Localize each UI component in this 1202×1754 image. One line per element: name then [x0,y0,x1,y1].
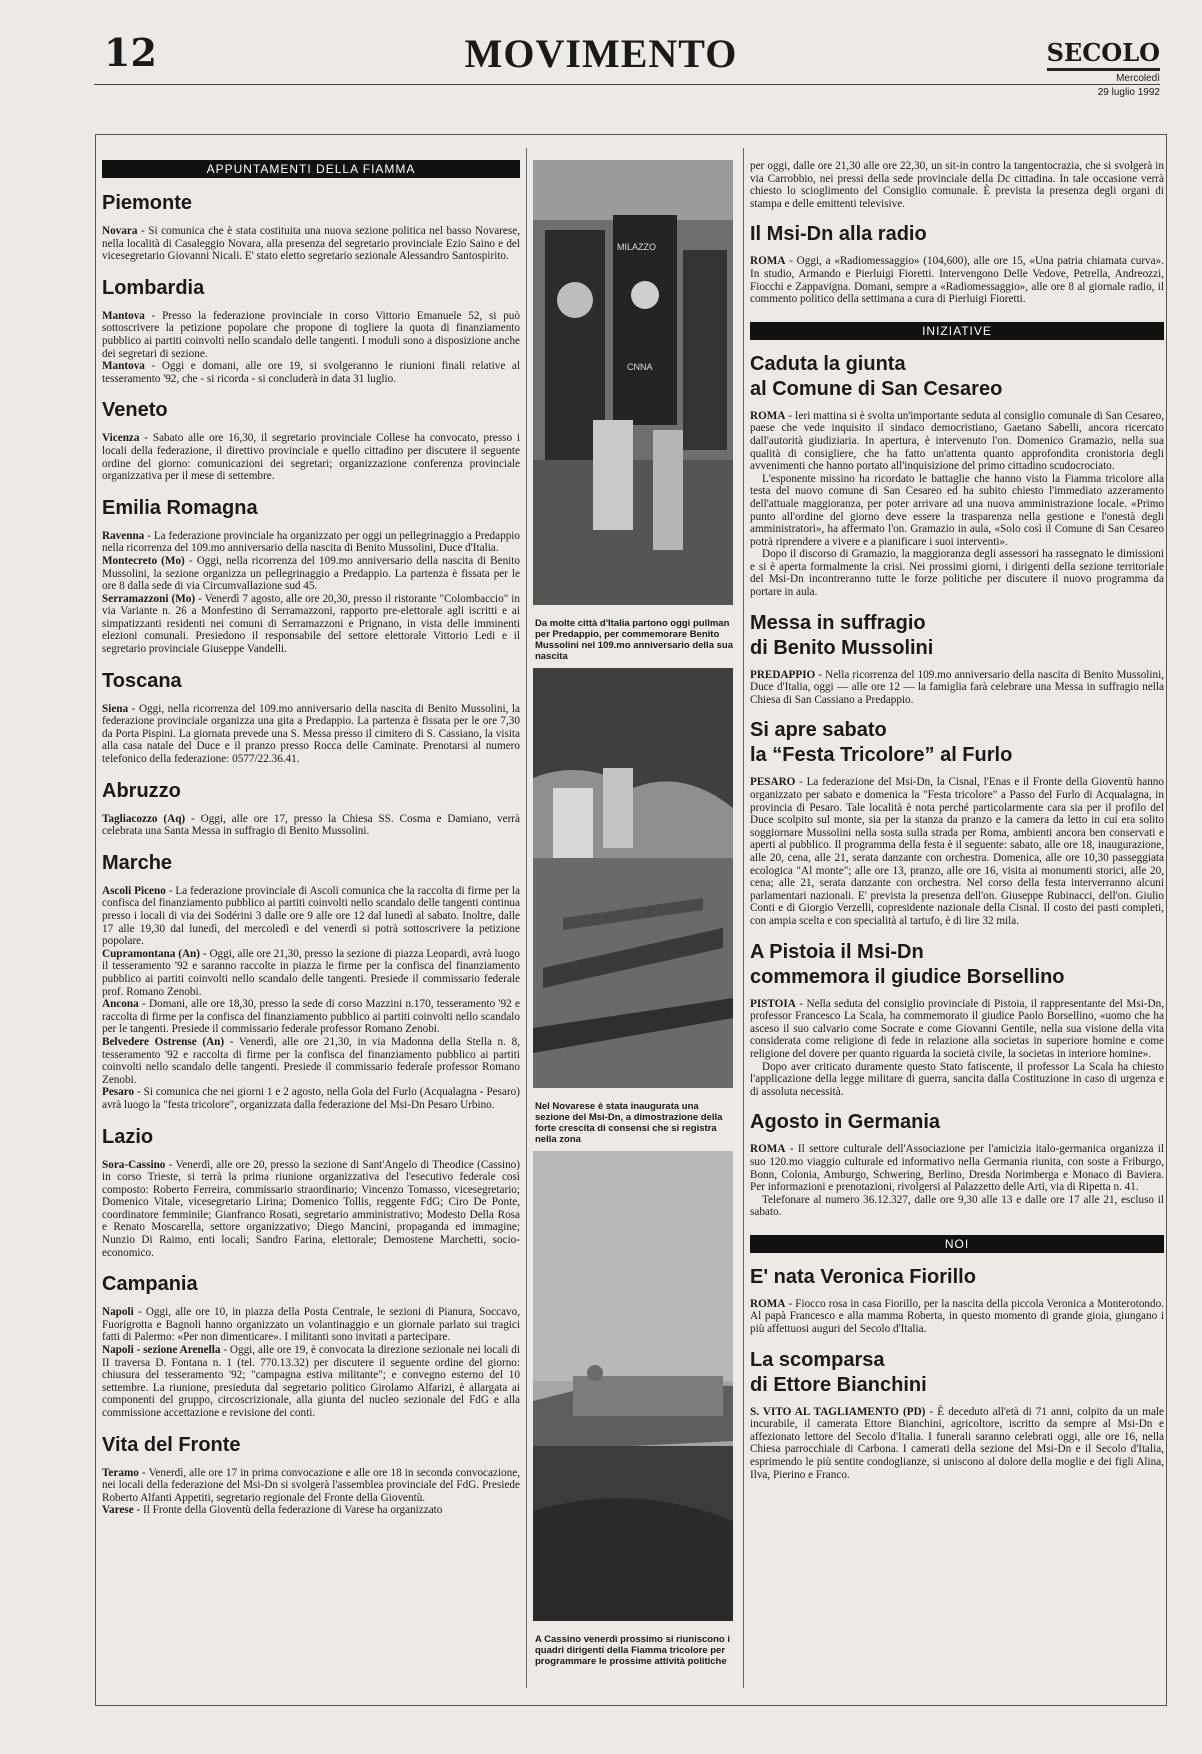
dateline: PESARO [750,776,796,789]
appointment-entry [102,1036,520,1086]
article-text: - È deceduto all'età di 71 anni, colpito da un male incurabile, il camerata Ettore Bianchini, agricoltore, iscritto da sempre al Msi-Dn e affezionato lettore del Secolo d'Italia. I funerali saranno celebrati oggi, alle ore 16, nella Chiesa parrocchiale di Carbona. I camerati della sezione del Msi-Dn e il Secolo d'Italia, esprimendo le più sentite condoglianze, si uniscono al dolore della moglie e dei figli Alina, Ilva, Pierino e Franco. [750,1405,1164,1481]
appointment-entry [102,998,520,1036]
entry-text: - Venerdì, alle ore 17 in prima convocazione e alle ore 18 in seconda convocazione, nei locali della federazione del Msi-Dn si svolgerà l'assemblea provinciale del FdG. Presiede Roberto Alfanti Appetiti, segretario regionale del Fronte della Gioventù. [102,1466,520,1504]
appointment-entry [102,593,520,656]
masthead [1047,38,1160,99]
appointments-column [102,160,520,1517]
article-germania [750,1143,1164,1193]
headline-pistoia [750,940,1164,990]
entry-text: - Presso la federazione provinciale in corso Vittorio Emanuele 52, si può sottoscrivere la petizione popolare che propone di togliere la quota di finanziamento pubblico ai partiti coinvolti nello scandalo delle tangenti. I moduli sono a disposizione anche dei segretari di sezione. [102,309,520,360]
region-heading: Veneto [102,399,168,422]
headline-festa [750,718,1164,768]
column-divider [526,148,527,1688]
dateline: ROMA [750,1297,786,1310]
photo-column [533,160,737,1673]
entry-city: Cupramontana (An) [102,947,200,960]
date-line-date: 29 luglio 1992 [1097,87,1160,98]
entry-text: - La federazione provinciale ha organizzato per oggi un pellegrinaggio a Predappio nella ricorrenza del 109.mo anniversario della nascita di Benito Mussolini, Duce d'Italia. [102,529,520,555]
photo-caption-cassino: A Cassino venerdì prossimo si riuniscono i quadri dirigenti della Fiamma tricolore per programmare le prossime attività politiche [535,1634,730,1667]
region-heading: Toscana [102,669,182,692]
date-line-day: Mercoledì [1116,73,1160,84]
appointment-entry [102,1086,520,1111]
dateline: ROMA [750,255,786,268]
masthead-logo: SECOLO [1047,38,1160,71]
dateline: ROMA [750,1143,786,1156]
region-heading: Lazio [102,1125,154,1148]
entry-city: Belvedere Ostrense (An) [102,1035,225,1048]
entry-city: Novara [102,225,138,237]
headline-giunta [750,352,1164,402]
entry-city: Varese [102,1504,134,1517]
appointment-entry [102,432,520,482]
photo-caption-predappio: Da molte città d'Italia partono oggi pullman per Predappio, per commemorare Benito Mussolini nel 109.mo anniversario della sua nascita [535,618,733,662]
appointment-entry [102,310,520,360]
article-text: - Nella seduta del consiglio provinciale di Pistoia, il rappresentante del Msi-Dn, professor Francesco La Scala, ha commemorato il giudice Paolo Borsellino, «uomo che ha asceso il suo calvario come Socrate e come Giovanni Gentile, nella sua visione della vita considerata come religione di fede in relazione alla societas in superiore homine e come religione del dovere per quanto riguarda la società civile, la societas in interiore homine». [750,997,1164,1060]
entry-text: - Venerdì, alle ore 21,30, in via Madonna della Stella n. 8, tesseramento '92 e raccolta di firme per la confisca del finanziamento pubblico ai partiti coinvolti nello scandalo delle tangenti. Presiede il commissario federale professor Romano Zenobi. [102,1035,520,1086]
headline-line: di Ettore Bianchini [750,1373,927,1396]
appointment-entry [102,225,520,263]
entry-city: Mantova [102,309,145,322]
section-bar-appuntamenti: APPUNTAMENTI DELLA FIAMMA [102,160,520,178]
appointment-entry [102,1344,520,1420]
article-giunta [750,410,1164,473]
section-bar-iniziative: INIZIATIVE [750,322,1164,340]
article-veronica [750,1298,1164,1336]
entry-text: - Venerdì, alle ore 20, presso la sezione di Sant'Angelo di Theodice (Cassino) in corso Trieste, si terrà la prima riunione organizzativa del l'esecutivo federale così composto: Roberto Ferreira, commissario straordinario; Vincenzo Tomasso, vicesegretario; Domenico Vitale, vicesegretario Lirina; Domenico Tollis, reggente FdG; Ciro De Ponte, coordinatore femminile; Gianfranco Rosati, segretario amministrativo; Modesto Della Rosa e Renato Moscarella, settore organizzativo; Diego Mancini, propaganda ed immagine; Nunzio Di Raimo, enti locali; Sandro Farina, elettorale; Demostene Marchetti, socio-economico. [102,1158,520,1259]
entry-city: Serramazzoni (Mo) [102,592,196,605]
entry-text: - Oggi, nella ricorrenza del 109.mo anniversario della nascita di Benito Mussolini, la sezione organizza un pellegrinaggio a Predappio. La partenza è fissata per le ore 8 dalla sede di via Circumvallazione sud 45. [102,554,520,593]
page-header [0,0,1202,120]
article-festa [750,776,1164,927]
entry-city: Ravenna [102,529,145,542]
article-paragraph: Telefonare al numero 36.12.327, dalle ore 9,30 alle 13 e dalle ore 17 alle 21, escluso il sabato. [750,1193,1164,1219]
appointment-entry [102,813,520,838]
entry-city: Pesaro [102,1086,135,1099]
article-text: - Fiocco rosa in casa Fiorillo, per la nascita della piccola Veronica a Monterotondo. Al papà Francesco e alla mamma Roberta, in questo momento di grande gioia, giungano i più affettuosi auguri del Secolo d'Italia. [750,1297,1164,1336]
headline-line: Si apre sabato [750,719,887,742]
headline-veronica: E' nata Veronica Fiorillo [750,1265,976,1288]
article-paragraph: L'esponente missino ha ricordato le battaglie che hanno visto la Fiamma tricolore alla testa del nuovo comune di San Cesareo ed ha subito chiesto l'immediato azzeramento dell'attuale maggioranza, per poter arrivare ad una nuova amministrazione locale. «Primo punto all'ordine del giorno deve essere la trasparenza nella gestione e l'onestà degli amministratori», ha affermato l'on. Gramazio in aula, «Solo così il Comune di San Cesareo potrà riprendere a vivere e a pianificare i suoi interventi». [750,472,1164,548]
region-heading: Campania [102,1273,198,1296]
section-bar-noi: NOI [750,1235,1164,1253]
photo-caption-novarese: Nel Novarese è stata inaugurata una sezione del Msi-Dn, a dimostrazione della forte crescita di consensi che si registra nella zona [535,1101,723,1145]
appointment-entry [102,1467,520,1505]
entry-text: - Il Fronte della Gioventù della federazione di Varese ha organizzato [133,1504,443,1517]
article-pistoia [750,998,1164,1061]
appointment-entry [102,885,520,948]
headline-line: al Comune di San Cesareo [750,377,1003,400]
section-title: MOVIMENTO [464,31,738,76]
region-heading: Lombardia [102,276,205,299]
appointment-entry [102,360,520,385]
appointment-entry [102,1306,520,1344]
entry-city: Montecreto (Mo) [102,554,185,567]
article-text: - Ieri mattina si è svolta un'importante seduta al consiglio comunale di San Cesareo, paese che vede inquisito il sindaco democristiano, Gaetano Sabelli, ancora ricercato dall'autorità giudiziaria. In apertura, è intervenuto l'on. Domenico Gramazio, nella sua qualità di consigliere, che ha fatto un'attenta quanto approfondita cronistoria degli avvenimenti che hanno portato all'inquisizione del primo cittadino scudocrociato. [750,409,1164,473]
region-heading: Abruzzo [102,779,181,802]
region-heading: Piemonte [102,192,193,214]
entry-city: Ascoli Piceno [102,884,166,897]
entry-text: - Si comunica che è stata costituita una nuova sezione politica nel basso Novarese, nella località di Casaleggio Novara, alla presenza del segretario provinciale Ezio Saino e del vicesegretario Giovanni Nicali. E' stato eletto segretario sezionale Alessandro Santospirito. [102,225,520,263]
region-heading: Emilia Romagna [102,496,258,519]
entry-city: Sora-Cassino [102,1158,166,1171]
entry-city: Tagliacozzo (Aq) [102,812,186,825]
dateline: PREDAPPIO [750,668,816,681]
entry-city: Napoli - sezione Arenella [102,1344,221,1357]
headline-line: A Pistoia il Msi-Dn [750,940,924,963]
entry-city: Mantova [102,360,145,373]
article-text: - Il settore culturale dell'Associazione per l'amicizia italo-germanica organizza il suo 120.mo viaggio culturale ed informativo nella Germania riunita, con soste a Friburgo, Bonn, Colonia, Amburgo, Schwering, Berlino, Dresda Norimberga e Monaco di Baviera. Per informazioni e prenotazioni, rivolgersi al Palazzetto delle Arti, via di Ripetta n. 41. [750,1143,1164,1194]
headline-radio: Il Msi-Dn alla radio [750,223,927,246]
entry-text: - Oggi, alle ore 17, presso la Chiesa SS. Cosma e Damiano, verrà celebrata una Santa Messa in suffragio di Benito Mussolini. [102,812,520,838]
article-text: - Oggi, a «Radiomessaggio» (104,600), alle ore 15, «Una patria chiamata curva». In studio, Armando e Pierluigi Fioretti. Intervengono Delle Vedove, Petrella, Andreozzi, Fiocchi e Zappavigna. Domani, sempre a «Radiomessaggio», alle ore 8 al giornale radio, il commento politico della settimana a cura di Pierluigi Fioretti. [750,255,1164,306]
entry-text: - Sabato alle ore 16,30, il segretario provinciale Collese ha convocato, presso i locali della federazione, il direttivo provinciale e quello cittadino per discutere il seguente ordine del giorno: comunicazioni dei segretari; organizzazione conferenza provinciale organizzativa per il mese di settembre. [102,432,520,483]
dateline: PISTOIA [750,997,796,1010]
article-messa [750,669,1164,707]
banner-text-cnna: CNNA [627,362,653,372]
article-paragraph: Dopo aver criticato duramente questo Stato fatiscente, il professor La Scala ha chiesto l'applicazione della legge militare di guerra, sancita dalla Costituzione in caso di urgenza e di assoluta necessità. [750,1060,1164,1098]
news-column [750,160,1164,1481]
entry-text: - Si comunica che nei giorni 1 e 2 agosto, nella Gola del Furlo (Acqualagna - Pesaro) avrà luogo la "festa tricolore", organizzata dalla federazione del Msi-Dn Pesaro Urbino. [102,1086,520,1111]
header-rule [94,84,1160,85]
entry-text: - Oggi, nella ricorrenza del 109.mo anniversario della nascita di Benito Mussolini, la federazione provinciale organizza una gita a Predappio. La partenza è fissata per le ore 7,30 da Porta Pispini. La giornata prevede una S. Messa presso il cimitero di S. Cassiano, la visita alla casa natale del Duce e il pranzo presso Rocca delle Caminate. Prenotarsi al numero telefonico della federazione: 0577/22.36.41. [102,702,520,766]
article-text: - Nella ricorrenza del 109.mo anniversario della nascita di Benito Mussolini, Duce d'Italia, oggi — alle ore 12 — la famiglia farà celebrare una Messa in suffragio nella Chiesa di San Cassiano a Predappio. [750,668,1164,706]
article-bianchini [750,1406,1164,1482]
headline-line: la “Festa Tricolore” al Furlo [750,744,1013,767]
banner-text-milazzo: MILAZZO [617,242,657,252]
entry-text: - La federazione provinciale di Ascoli comunica che la raccolta di firme per la confisca del finanziamento pubblico ai partiti coinvolti nello scandalo delle tangenti continua presso i locali di via dei Sodérini 3 dalle ore 9 alle ore 12 dal lunedì al sabato. Inoltre, dalle 17 alle 19,30 dal lunedì, del mercoledì e del venerdì si potrà sottoscrivere la petizione popolare. [102,884,520,948]
region-heading: Marche [102,851,173,874]
photo-lake-village [533,668,733,1088]
appointment-entry [102,530,520,555]
photo-banners [533,160,733,605]
headline-line: La scomparsa [750,1348,885,1371]
entry-text: - Venerdì 7 agosto, alle ore 20,30, presso il ristorante "Colombaccio" in via Variante n. 26 a Monfestino di Serramazzoni, rapporto pre-elettorale agli iscritti e ai simpatizzanti residenti nei comuni di Serramazzoni e Prignano, in vista delle imminenti elezioni comunali. Presiedono il responsabile del settore elettorale Vittorio Ledi e il segretario provinciale Giuseppe Vandelli. [102,592,520,656]
article-radio [750,255,1164,305]
headline-germania: Agosto in Germania [750,1111,941,1134]
photo-cassino-abbey [533,1151,733,1621]
appointment-entry [102,555,520,593]
entry-text: - Oggi e domani, alle ore 19, si svolgeranno le riunioni finali relative al tesseramento '92, che - si ricorda - si concluderà in data 31 luglio. [102,360,520,385]
continued-text: per oggi, dalle ore 21,30 alle ore 22,30, un sit-in contro la tangentocrazia, che si svolgerà in via Carrobbio, nei pressi della sede provinciale della Dc cittadina. In tale occasione verrà chiesto lo scioglimento del Consiglio comunale. È prevista la presenza degli organi di stampa e delle emittenti televisive. [750,160,1164,210]
entry-city: Napoli [102,1306,134,1319]
entry-text: - Domani, alle ore 18,30, presso la sede di corso Mazzini n.170, tesseramento '92 e raccolta di firme per la confisca del finanziamento pubblico ai partiti coinvolti nello scandalo per le tangenti. Presiede il commissario federale professor Romano Zenobi. [102,998,520,1036]
entry-city: Teramo [102,1466,139,1479]
article-paragraph: Dopo il discorso di Gramazio, la maggioranza degli assessori ha rassegnato le dimissioni e si è aperta formalmente la crisi. Nei prossimi giorni, i dirigenti della sezione territoriale del Msi-Dn incontreranno tutte le forze politiche per discutere il nuovo programma da portare in aula. [750,548,1164,599]
entry-text: - Oggi, alle ore 10, in piazza della Posta Centrale, le sezioni di Pianura, Soccavo, Fuorigrotta e Bagnoli hanno organizzato un volantinaggio e un giornale parlato sui tragici fatti di Palermo: «Per non dimenticare». I militanti sono invitati a partecipare. [102,1306,520,1344]
entry-text: - Oggi, alle ore 19, è convocata la direzione sezionale nei locali di II traversa D. Fontana n. 1 (tel. 770.13.32) per discutere il seguente ordine del giorno: chiusura del tesseramento '92; "campagna estiva militante"; e convegno esterno del 10 settembre. La riunione, presieduta dal segretario politico Girolamo Alfarizi, è allargata ai componenti del gruppo, circoscrizionale, alla giunta del nucleo sezionale del FdG e alla commissione accettazione e revisione dei conti. [102,1344,520,1419]
headline-bianchini [750,1348,1164,1398]
column-divider [743,148,744,1688]
entry-city: Ancona [102,998,139,1011]
appointment-entry [102,703,520,766]
headline-messa [750,611,1164,661]
appointment-entry [102,1159,520,1260]
headline-line: Messa in suffragio [750,611,926,634]
entry-city: Vicenza [102,432,140,445]
region-heading: Vita del Fronte [102,1433,241,1456]
headline-line: di Benito Mussolini [750,636,934,659]
dateline: ROMA [750,409,786,422]
entry-text: - Oggi, alle ore 21,30, presso la sezione di piazza Leopardi, avrà luogo il tesseramento '92 e saranno raccolte in piazza le firme per la confisca del finanziamento pubblico ai partiti coinvolti nello scandalo delle tangenti. Presiede il commissario federale prof. Romano Zenobi. [102,947,520,998]
regions-list [102,192,520,1517]
appointment-entry [102,1504,520,1517]
entry-city: Siena [102,702,129,715]
article-text: - La federazione del Msi-Dn, la Cisnal, l'Enas e il Fronte della Gioventù hanno organizzato per sabato e domenica la "Festa tricolore" a Passo del Furlo di Acqualagna, in provincia di Pesaro. Tale località è nota perché particolarmente cara sia per il profilo del Duce scolpito sul monte, sia per la stanza da pranzo e la camera da letto in cui era solito soggiornare Mussolini nella sosta sulla strada per Roma, ambienti ancora ben conservati e aperti al pubblico. Il programma della festa è il seguente: sabato, alle ore 18, inaugurazione, alle 20, cena, alle 21, serata danzante con orchestra. Domenica, alle ore 10,30 passeggiata ecologica "Al monte"; alle ore 13, pranzo, alle ore 16, visita ai monumenti storici, alle 20, cena; alle 21, serata danzante con orchestra. Nel corso della festa interverranno alcuni parlamentari nazionali. E' prevista la presenza dell'on. Giuseppe Rubinacci, dell'on. Giulio Conti e di Giorgio Verzelli, copresidente nazionale della Cisnal. Il costo dei pasti completi, con ampia scelta e con specialità al tartufo, è di lire 32 mila. [750,776,1164,927]
appointment-entry [102,948,520,998]
page-number: 12 [104,30,157,75]
dateline: S. VITO AL TAGLIAMENTO (PD) [750,1405,926,1418]
headline-line: Caduta la giunta [750,352,906,375]
headline-line: commemora il giudice Borsellino [750,965,1065,988]
